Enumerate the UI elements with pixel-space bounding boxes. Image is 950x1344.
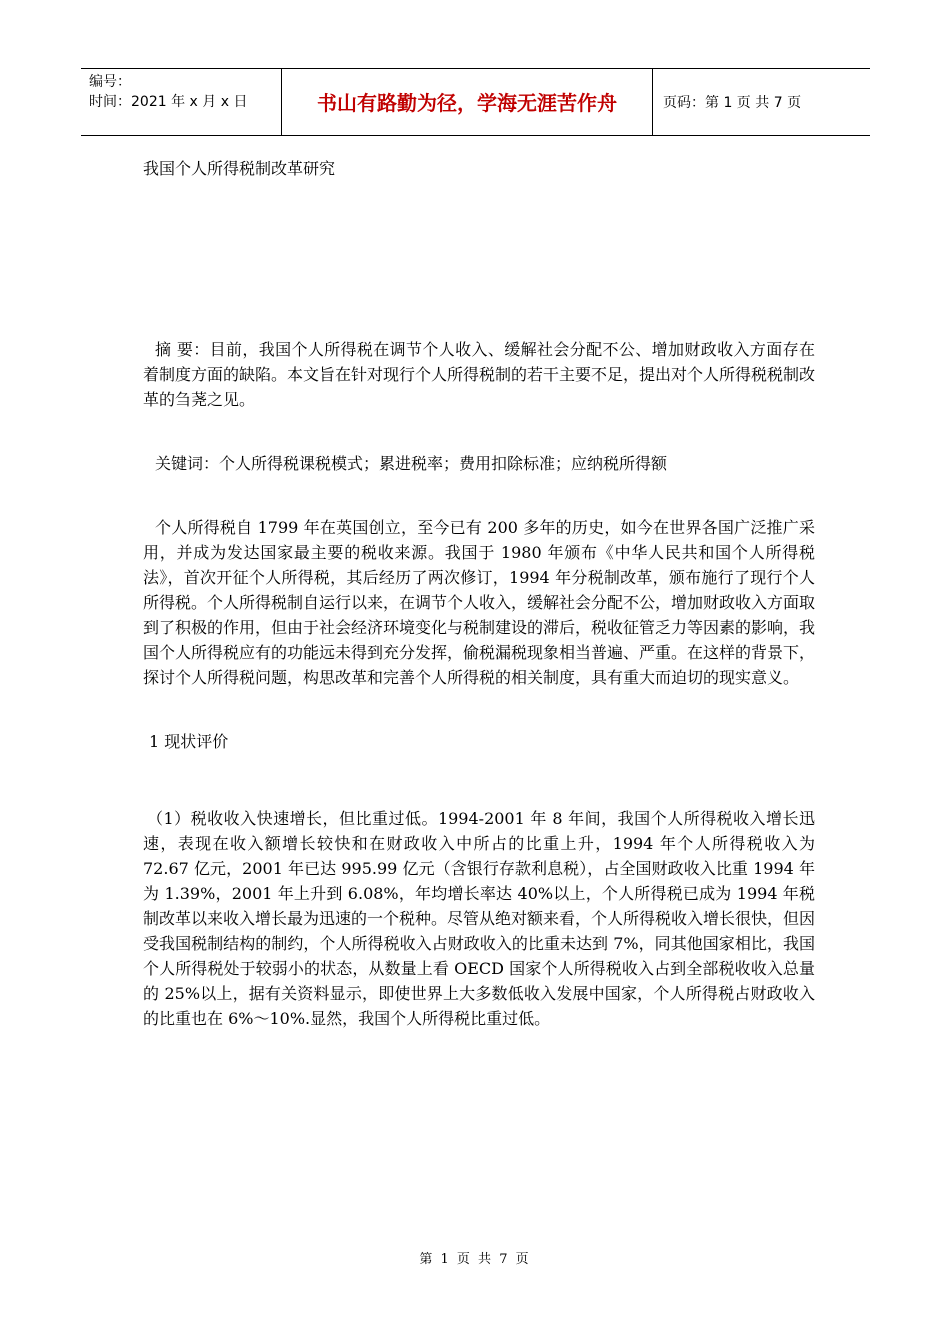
document-body xyxy=(143,156,815,1031)
header-motto: 书山有路勤为径，学海无涯苦作舟 xyxy=(281,69,653,136)
header-page-info: 页码：第 1 页 共 7 页 xyxy=(663,95,802,111)
page-footer: 第 1 页 共 7 页 xyxy=(419,1252,531,1267)
intro-paragraph: 个人所得税自 1799 年在英国创立，至今已有 200 多年的历史，如今在世界各国广泛推广采用，并成为发达国家最主要的税收来源。我国于 1980 年颁布《中华人民共和国个人所得税法》，首次开征个人所得税，其后经历了两次修订，1994 年分税制改革，颁布施行了现行个人所得税。个人所得税制自运行以来，在调节个人收入，缓解社会分配不公，增加财政收入方面取到了积极的作用，但由于社会经济环境变化与税制建设的滞后，税收征管乏力等因素的影响，我国个人所得税应有的功能远未得到充分发挥，偷税漏税现象相当普遍、严重。在这样的背景下，探讨个人所得税问题，构思改革和完善个人所得税的相关制度，具有重大而迫切的现实意义。 xyxy=(143,518,816,687)
keywords-paragraph: 关键词：个人所得税课税模式；累进税率；费用扣除标准；应纳税所得额 xyxy=(155,454,668,473)
section-heading: 1 现状评价 xyxy=(149,732,229,751)
document-date-label: 时间：2021 年 x 月 x 日 xyxy=(89,94,248,110)
abstract-paragraph: 摘 要：目前，我国个人所得税在调节个人收入、缓解社会分配不公、增加财政收入方面存在着制度方面的缺陷。本文旨在针对现行个人所得税制的若干主要不足，提出对个人所得税税制改革的刍荛之见。 xyxy=(143,340,816,409)
section-paragraph: （1）税收收入快速增长，但比重过低。1994-2001 年 8 年间，我国个人所得税收入增长迅速，表现在收入额增长较快和在财政收入中所占的比重上升，1994 年个人所得税收入为 72.67 亿元，2001 年已达 995.99 亿元（含银行存款利息税），占全国财政收入比重 1994 年为 1.39%，2001 年上升到 6.08%，年均增长率达 40%以上，个人所得税已成为 1994 年税制改革以来收入增长最为迅速的一个税种。尽管从绝对额来看，个人所得税收入增长很快，但因受我国税制结构的制约，个人所得税收入占财政收入的比重未达到 7%，同其他国家相比，我国个人所得税处于较弱小的状态，从数量上看 OECD 国家个人所得税收入占到全部税收收入总量的 25%以上，据有关资料显示，即使世界上大多数低收入发展中国家，个人所得税占财政收入的比重也在 6%～10%.显然，我国个人所得税比重过低。 xyxy=(143,809,816,1028)
header-meta xyxy=(81,69,281,136)
page-header xyxy=(81,68,870,136)
document-number-label: 编号： xyxy=(89,74,131,90)
document-title: 我国个人所得税制改革研究 xyxy=(143,159,336,178)
